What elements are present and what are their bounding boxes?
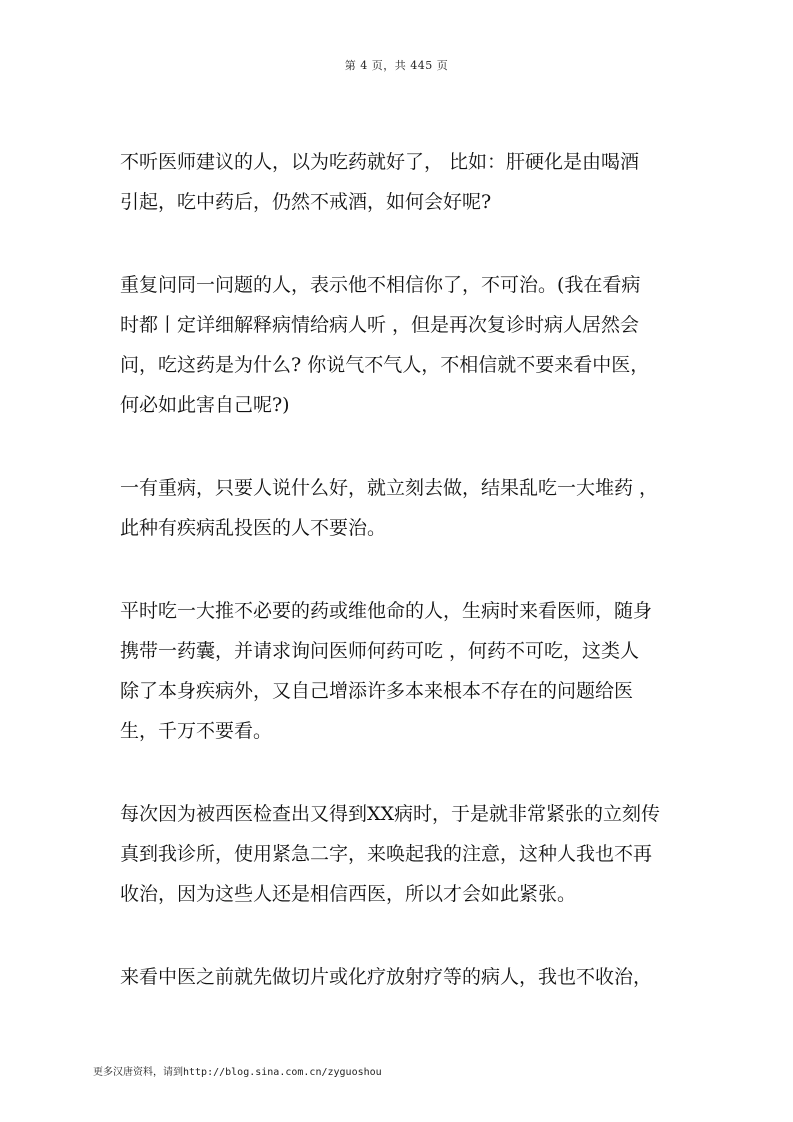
paragraph-line: 问，吃这药是为什么? 你说气不气人，不相信就不要来看中医， — [120, 354, 650, 376]
paragraph-line: 重复问同一问题的人，表示他不相信你了，不可治。(我在看病 — [120, 274, 641, 296]
page-number-header: 第 4 页，共 445 页 — [344, 59, 449, 72]
paragraph-line: 真到我诊所，使用紧急二字，来唤起我的注意，这种人我也不再 — [120, 843, 653, 865]
paragraph-line: 来看中医之前就先做切片或化疗放射疗等的病人，我也不收治， — [120, 966, 653, 988]
paragraph-line: 时都丨定详细解释病情给病人听 ，但是再次复诊时病人居然会 — [120, 314, 640, 336]
footer-source-link: 更多汉唐资料，请到http://blog.sina.com.cn/zyguoshou — [93, 1067, 382, 1078]
paragraph-line: 每次因为被西医检查出又得到XX病时，于是就非常紧张的立刻传 — [120, 803, 661, 825]
document-body — [120, 142, 680, 1040]
paragraph-line: 此种有疾病乱投医的人不要治。 — [120, 517, 387, 539]
paragraph-line: 不听医师建议的人，以为吃药就好了， 比如：肝硬化是由喝酒 — [120, 151, 640, 173]
paragraph-5 — [120, 794, 680, 914]
paragraph-4 — [120, 591, 680, 751]
paragraph-line: 何必如此害自己呢?) — [120, 394, 290, 416]
paragraph-3 — [120, 468, 680, 548]
paragraph-1 — [120, 142, 680, 222]
paragraph-line: 引起，吃中药后，仍然不戒酒，如何会好呢? — [120, 191, 492, 213]
paragraph-line: 平时吃一大推不必要的药或维他命的人，生病时来看医师，随身 — [120, 600, 653, 622]
paragraph-line: 收治，因为这些人还是相信西医，所以才会如此紧张。 — [120, 883, 577, 905]
paragraph-6 — [120, 957, 680, 997]
paragraph-line: 除了本身疾病外，又自己增添许多本来根本不存在的问题给医 — [120, 680, 634, 702]
paragraph-line: 一有重病，只要人说什么好，就立刻去做，结果乱吃一大堆药 ， — [120, 477, 659, 499]
paragraph-line: 携带一药囊，并请求询问医师何药可吃 ，何药不可吃，这类人 — [120, 640, 640, 662]
paragraph-line: 生，千万不要看。 — [120, 720, 273, 742]
paragraph-2 — [120, 265, 680, 425]
